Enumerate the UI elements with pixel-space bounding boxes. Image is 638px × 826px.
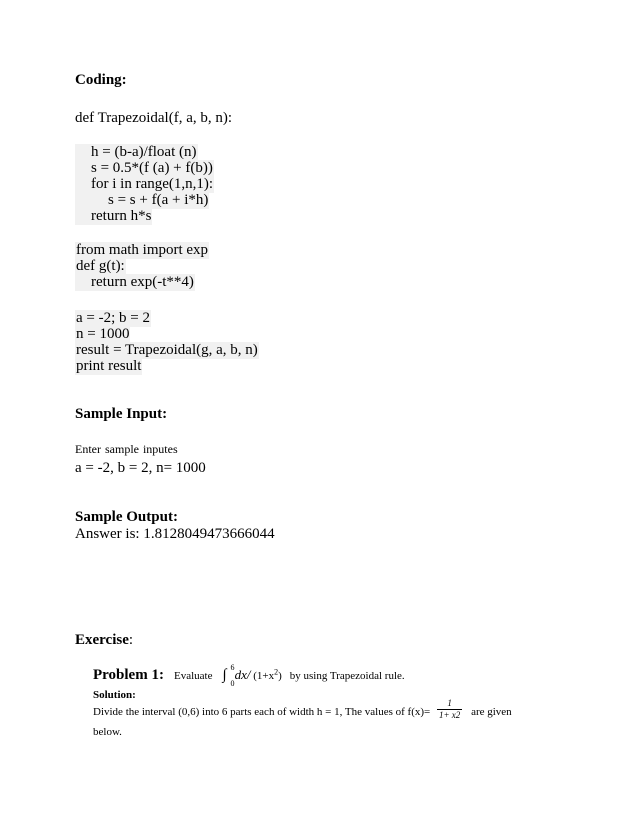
code-line: result = Trapezoidal(g, a, b, n) (76, 342, 258, 358)
solution-line-2: below. (93, 726, 122, 738)
code-line: a = -2; b = 2 (76, 310, 150, 326)
solution-label: Solution: (93, 689, 136, 701)
exercise-heading-colon: : (128, 632, 134, 648)
integral-close: ) (278, 670, 282, 682)
integral-dx: dx/ (234, 667, 251, 682)
solution-text-1: Divide the interval (0,6) into 6 parts each of width h = 1, The values of f(x)= (93, 706, 431, 719)
integral-sign-icon: ∫ (222, 667, 227, 683)
sample-input-prompt: Enter sample inputes (75, 442, 178, 456)
fraction-numerator: 1 (437, 698, 462, 710)
code-line: for i in range(1,n,1): (75, 176, 214, 193)
solution-line-1 (93, 698, 512, 721)
problem-tail: by using Trapezoidal rule. (289, 670, 405, 682)
integral-denom: (1+x (253, 670, 275, 682)
problem-1-line (93, 663, 405, 688)
code-line: h = (b-a)/float (n) (75, 144, 198, 161)
sample-input-heading: Sample Input: (75, 406, 168, 422)
code-line: return h*s (75, 208, 152, 225)
sample-output-heading: Sample Output: (75, 509, 178, 525)
coding-heading: Coding: (75, 72, 127, 88)
code-line: s = 0.5*(f (a) + f(b)) (75, 160, 214, 177)
exercise-heading-text: Exercise (75, 632, 129, 648)
integral-expression (222, 663, 282, 688)
sample-input-values: a = -2, b = 2, n= 1000 (75, 460, 206, 476)
exercise-heading (75, 632, 133, 649)
problem-evaluate: Evaluate (173, 670, 213, 682)
code-line: def g(t): (76, 258, 125, 274)
fraction-f-of-x (437, 698, 462, 721)
integral-exponent: 2 (274, 667, 279, 677)
fraction-denominator: 1+ x2 (438, 710, 461, 720)
problem-label: Problem 1: (93, 667, 164, 683)
integral-upper: 6 (230, 663, 235, 672)
integral-lower: 0 (230, 679, 235, 688)
code-line: return exp(-t**4) (75, 274, 195, 291)
sample-output-answer: Answer is: 1.8128049473666044 (75, 526, 275, 542)
code-line: from math import exp (76, 242, 209, 258)
code-line: def Trapezoidal(f, a, b, n): (75, 110, 233, 126)
code-line: n = 1000 (76, 326, 130, 342)
code-line: print result (76, 358, 142, 374)
solution-text-2: are given (471, 706, 512, 719)
code-line: s = s + f(a + i*h) (75, 192, 209, 209)
